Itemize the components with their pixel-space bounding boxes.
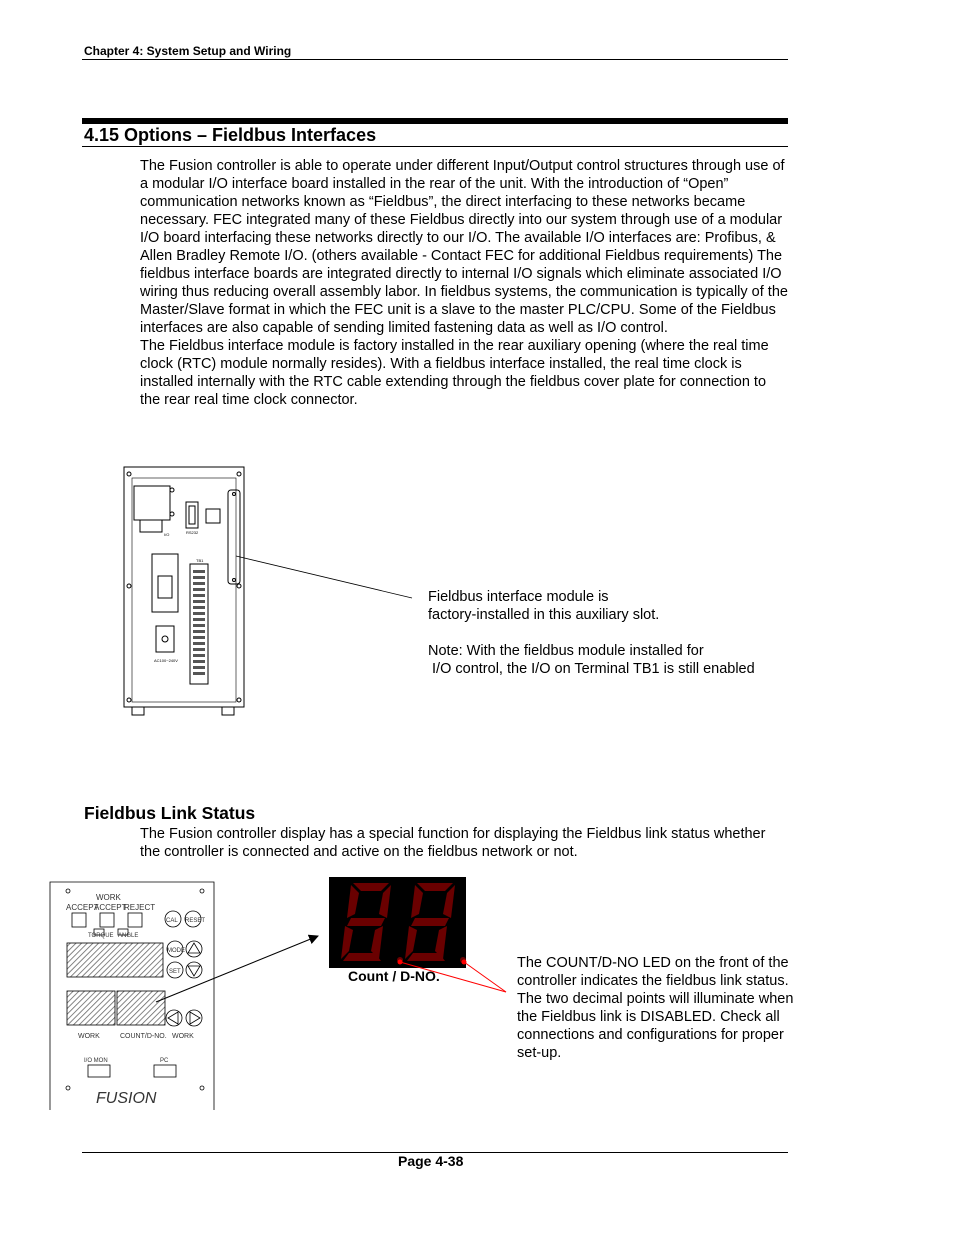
link-status-title: Fieldbus Link Status	[84, 803, 256, 823]
io-connector	[134, 486, 170, 520]
paragraph-2: The Fieldbus interface module is factory installed in the rear auxiliary opening (where the real time clock (RTC) module normally resides). With a fieldbus interface installed, the real time clock is installed internally with the RTC cable extending through the fieldbus cover plate for connection to the rear real time clock connector.	[140, 338, 769, 408]
header-divider	[82, 59, 788, 60]
callout-line-2: factory-installed in this auxiliary slot.	[428, 607, 660, 623]
arrows-overlay	[140, 920, 520, 1090]
svg-text:CAL: CAL	[166, 918, 178, 924]
tb1-label: TB1	[196, 558, 204, 563]
accept-label-2: ACCEPT	[94, 903, 127, 912]
io-mon-port	[88, 1065, 110, 1077]
io-label: I/O	[164, 532, 170, 537]
note-line-2: I/O control, the I/O on Terminal TB1 is still enabled	[428, 661, 755, 677]
work-left-label: WORK	[78, 1033, 100, 1040]
red-arrow-1	[400, 962, 506, 992]
rear-panel-outline	[124, 467, 244, 707]
reject-label: REJECT	[124, 903, 156, 912]
link-status-description: The Fusion controller display has a special function for displaying the Fieldbus link status whether the controller is connected and active on the fieldbus network or not.	[140, 826, 766, 860]
leader-line	[236, 556, 412, 598]
ac-label: AC100~240V	[154, 658, 178, 663]
ac-inlet	[156, 626, 174, 652]
count-dno-label: COUNT/D-NO.	[120, 1033, 167, 1040]
led-callout: The COUNT/D-NO LED on the front of the controller indicates the fieldbus link status. The two decimal points will illuminate when the Fieldbus link is DISABLED. Check all connections and configurations for proper set-up.	[517, 955, 794, 1061]
fusion-logo: FUSION	[96, 1090, 157, 1107]
power-switch	[152, 554, 178, 612]
section-bar	[82, 118, 788, 124]
chapter-header: Chapter 4: System Setup and Wiring	[84, 44, 292, 58]
svg-text:MODE: MODE	[167, 948, 185, 954]
angle-label: ANGLE	[118, 933, 139, 939]
accept-label-1: ACCEPT	[66, 903, 99, 912]
work-right-label: WORK	[172, 1033, 194, 1040]
pc-label: PC	[160, 1058, 169, 1064]
torque-label: TORQUE	[88, 933, 114, 939]
count-dno-caption: Count / D-NO.	[348, 968, 440, 984]
io-mon-label: I/O MON	[84, 1058, 108, 1064]
rear-panel-diagram	[120, 462, 420, 722]
callout-line-1: Fieldbus interface module is	[428, 589, 609, 605]
svg-text:RESET: RESET	[185, 918, 206, 924]
rs232-label: RS232	[186, 530, 199, 535]
section-title: 4.15 Options – Fieldbus Interfaces	[84, 125, 377, 145]
red-arrow-head-2	[462, 960, 467, 965]
aux-slot-callout	[428, 588, 808, 678]
terminal-screws	[193, 570, 205, 675]
work-display	[67, 991, 115, 1025]
red-arrow-head-1	[398, 960, 403, 965]
note-line-1: Note: With the fieldbus module installed for	[428, 643, 704, 659]
red-arrow-2	[464, 962, 506, 992]
paragraph-1: The Fusion controller is able to operate under different Input/Output control structures through use of a modular I/O interface board installed in the rear of the unit. With the introduction of “Open” communication networks known as “Fieldbus”, the direct interfacing to these networks became necessary. FEC integrated many of these Fieldbus directly into our system through use of a modular I/O board interfacing these networks directly to our I/O. The available I/O interfaces are: Profibus, & Allen Bradley Remote I/O. (others available - Contact FEC for additional Fieldbus requirements) The fieldbus interface boards are integrated directly to internal I/O signals which eliminate associated I/O wiring thus reducing overall assembly labor. In fieldbus systems, the communication is typically of the Master/Slave format in which the FEC unit is a slave to the master PLC/CPU. Some of the Fieldbus interfaces are also capable of sending limited fastening data as well as I/O control.	[140, 158, 788, 336]
front-panel-arrow	[156, 936, 318, 1002]
section-divider	[82, 146, 788, 147]
intro-text	[140, 157, 788, 409]
svg-text:SET: SET	[169, 969, 181, 975]
work-top-label: WORK	[96, 893, 121, 902]
page-number: Page 4-38	[398, 1153, 464, 1169]
auxiliary-slot	[228, 490, 240, 584]
